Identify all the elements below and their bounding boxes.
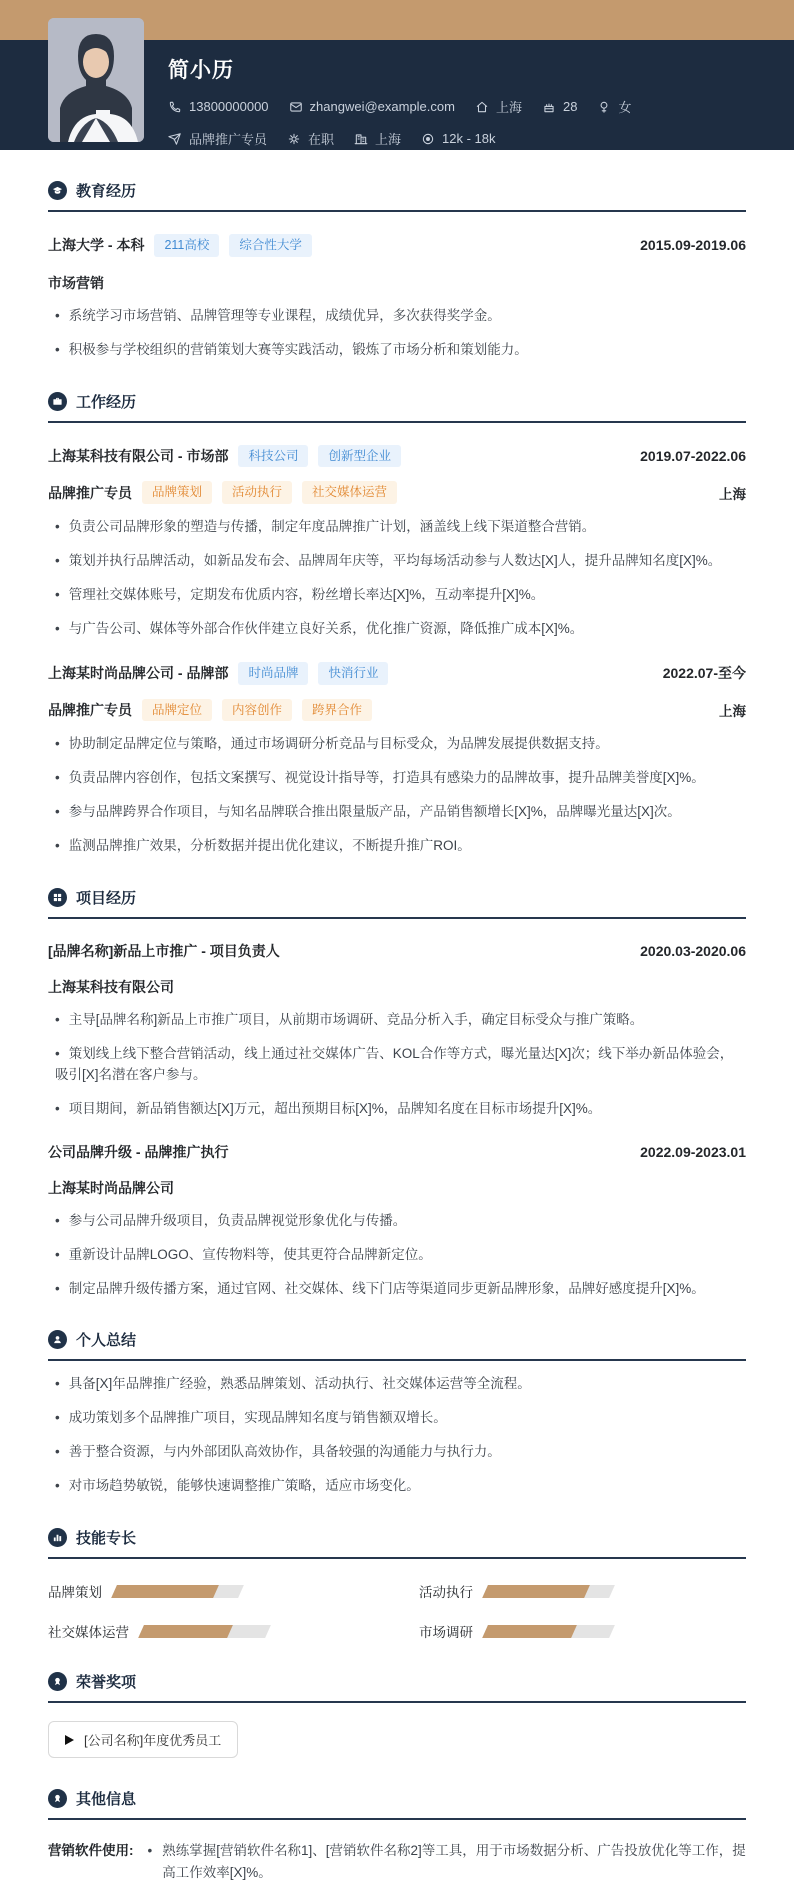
project-company: 上海某时尚品牌公司 [48,1179,174,1196]
resume-header [0,0,794,150]
school-tag: 综合性大学 [229,234,312,257]
project-title: 公司品牌升级 - 品牌推广执行 [48,1143,229,1160]
project-company: 上海某科技有限公司 [48,978,174,995]
graduation-cap-icon [48,181,67,200]
role-tag: 跨界合作 [302,699,372,722]
skills-grid [48,1581,746,1641]
gender-icon [597,100,611,114]
bullet-item: • 负责公司品牌形象的塑造与传播，制定年度品牌推广计划，涵盖线上线下渠道整合营销。 [55,519,596,535]
gender-value: 女 [618,100,632,115]
skill-name: 活动执行 [419,1585,473,1601]
bullet-dot: • [55,1100,60,1116]
skill-bar-fill [482,1585,589,1598]
position-item [168,129,267,148]
section-education [48,180,746,361]
position-icon [168,132,182,146]
bullet-item: • 负责品牌内容创作，包括文案撰写、视觉设计指导等，打造具有感染力的品牌故事，提升品牌美誉度[X]%。 [55,770,705,786]
contact-row-2 [168,129,754,148]
bullet-dot: • [55,620,60,636]
gender-item [597,97,631,116]
bullet-dot: • [55,1011,60,1027]
other-info-row [48,1840,746,1883]
badge-icon [48,1789,67,1808]
education-bullets [48,306,746,361]
projects-section-header [48,887,746,919]
section-work [48,391,746,857]
award-medal-icon [48,1672,67,1691]
bullet-item: • 制定品牌升级传播方案，通过官网、社交媒体、线下门店等渠道同步更新品牌形象，品牌好感度提升[X]%。 [55,1280,705,1296]
education-date: 2015.09-2019.06 [640,237,746,254]
home-item [475,97,522,116]
bullet-item: • 对市场趋势敏锐，能够快速调整推广策略，适应市场变化。 [55,1478,420,1494]
work-bullets [48,734,746,857]
section-title: 项目经历 [76,889,137,907]
profile-photo [48,18,144,142]
honors-section-header [48,1671,746,1703]
bullet-item: • 管理社交媒体账号，定期发布优质内容，粉丝增长率达[X]%，互动率提升[X]%。 [55,586,545,602]
major-name: 市场营销 [48,274,104,291]
section-other [48,1788,746,1883]
project-bullets [48,1010,746,1120]
bullet-dot: • [55,770,60,786]
bullet-item: • 积极参与学校组织的营销策划大赛等实践活动，锻炼了市场分析和策划能力。 [55,341,528,357]
bullet-item: • 参与品牌跨界合作项目，与知名品牌联合推出限量版产品，产品销售额增长[X]%，品牌曝光量达[X]次。 [55,804,681,820]
home-city-value: 上海 [495,100,522,115]
project-entry [48,1142,746,1300]
work-location: 上海 [719,703,746,719]
bullet-dot: • [55,341,60,357]
section-skills [48,1527,746,1641]
bullet-dot: • [55,736,60,752]
bullet-dot: • [55,1212,60,1228]
section-projects [48,887,746,1299]
bullet-item: • 策划并执行品牌活动，如新品发布会、品牌周年庆等，平均每场活动参与人数达[X]人，提升品牌知名度[X]%。 [55,553,722,569]
bullet-item: • 参与公司品牌升级项目，负责品牌视觉形象优化与传播。 [55,1212,407,1228]
company-name: 上海某时尚品牌公司 - 品牌部 [48,665,229,682]
skill-name: 市场调研 [419,1625,473,1641]
project-bullets [48,1211,746,1300]
skill-bar-fill [482,1625,577,1638]
briefcase-icon [48,392,67,411]
work-entry [48,445,746,640]
section-summary [48,1329,746,1497]
bullet-item: • 成功策划多个品牌推广项目，实现品牌知名度与销售额双增长。 [55,1410,447,1426]
project-title: [品牌名称]新品上市推广 - 项目负责人 [48,942,280,959]
bullet-item: • 主导[品牌名称]新品上市推广项目，从前期市场调研、竞品分析入手，确定目标受众与推广策略。 [55,1011,644,1027]
bullet-item: • 重新设计品牌LOGO、宣传物料等，使其更符合品牌新定位。 [55,1246,432,1262]
education-section-header [48,180,746,212]
school-tag: 211高校 [154,234,219,257]
age-value: 28 [562,99,578,114]
skill-bar [111,1585,244,1598]
skill-name: 品牌策划 [48,1585,102,1601]
skill-item [48,1621,375,1641]
honor-text: [公司名称]年度优秀员工 [84,1733,222,1749]
email-value: zhangwei@example.com [309,99,455,114]
bullet-dot: • [55,1376,60,1392]
position-value: 品牌推广专员 [189,132,268,147]
skill-bar-fill [138,1625,233,1638]
salary-value: 12k - 18k [442,131,496,146]
role-name: 品牌推广专员 [48,701,132,718]
bullet-item: • 善于整合资源，与内外部团队高效协作，具备较强的沟通能力与执行力。 [55,1444,501,1460]
work-city-item [354,129,401,148]
mail-icon [289,100,303,114]
role-tag: 品牌定位 [142,699,212,722]
bullet-dot: • [55,519,60,535]
company-tag: 时尚品牌 [238,662,308,685]
skill-bar [482,1585,615,1598]
resume-body [0,180,794,1883]
home-icon [475,100,489,114]
honor-item[interactable] [48,1721,238,1758]
section-title: 工作经历 [76,393,137,411]
contact-row-1 [168,97,754,116]
work-date: 2019.07-2022.06 [640,447,746,464]
section-title: 个人总结 [76,1332,137,1350]
school-name: 上海大学 - 本科 [48,237,145,254]
phone-icon [168,100,182,114]
bullet-dot: • [55,586,60,602]
section-title: 技能专长 [76,1530,137,1548]
section-title: 荣誉奖项 [76,1674,137,1692]
bullet-item: • 与广告公司、媒体等外部合作伙伴建立良好关系，优化推广资源，降低推广成本[X]%。 [55,620,584,636]
project-grid-icon [48,888,67,907]
other-info-label: 营销软件使用: [48,1843,134,1859]
play-triangle-icon [65,1735,74,1745]
bullet-item: • 策划线上线下整合营销活动，线上通过社交媒体广告、KOL合作等方式，曝光量达[X]次；线下举办新品体验会，吸引[X]名潜在客户参与。 [55,1045,734,1082]
other-section-header [48,1788,746,1820]
skill-bar [138,1625,271,1638]
skill-item [419,1581,746,1601]
skill-item [419,1621,746,1641]
skills-section-header [48,1527,746,1559]
profile-photo-placeholder [48,18,144,142]
section-title: 其他信息 [76,1791,137,1809]
work-location: 上海 [719,486,746,502]
bullet-dot: • [55,1045,60,1061]
company-tag: 创新型企业 [318,445,401,468]
salary-target-icon [421,132,435,146]
person-name: 简小历 [168,59,234,82]
salary-item [421,131,495,146]
work-section-header [48,391,746,423]
skill-item [48,1581,375,1601]
summary-section-header [48,1329,746,1361]
role-tag: 品牌策划 [142,481,212,504]
job-status-value: 在职 [308,132,335,147]
bullet-dot: • [55,804,60,820]
company-tag: 快消行业 [318,662,388,685]
bullet-dot: • [55,1444,60,1460]
bullet-dot: • [55,553,60,569]
role-tag: 社交媒体运营 [302,481,397,504]
bullet-dot: • [55,1410,60,1426]
bullet-dot: • [55,1246,60,1262]
summary-bullets [48,1374,746,1497]
bullet-dot: • [55,838,60,854]
bullet-item: • 具备[X]年品牌推广经验，熟悉品牌策划、活动执行、社交媒体运营等全流程。 [55,1376,531,1392]
other-info-text: 熟练掌握[营销软件名称1]、[营销软件名称2]等工具，用于市场数据分析、广告投放优化等工作，提高工作效率[X]%。 [162,1843,746,1880]
bullet-item: • 监测品牌推广效果，分析数据并提出优化建议，不断提升推广ROI。 [55,838,471,854]
project-date: 2020.03-2020.06 [640,942,746,959]
role-name: 品牌推广专员 [48,484,132,501]
phone-value: 13800000000 [189,99,269,114]
building-icon [354,132,368,146]
skill-bar [482,1625,615,1638]
company-name: 上海某科技有限公司 - 市场部 [48,447,229,464]
work-date: 2022.07-至今 [662,665,746,682]
age-item [542,99,577,114]
email-item [289,99,455,114]
skill-name: 社交媒体运营 [48,1625,129,1641]
project-date: 2022.09-2023.01 [640,1143,746,1160]
bullet-dot: • [55,1280,60,1296]
status-gear-icon [287,132,301,146]
phone-item [168,99,269,114]
bullet-item: • 协助制定品牌定位与策略，通过市场调研分析竞品与目标受众，为品牌发展提供数据支持。 [55,736,609,752]
role-tag: 活动执行 [222,481,292,504]
work-entry [48,662,746,857]
section-title: 教育经历 [76,183,137,200]
age-icon [542,100,556,114]
bullet-dot: • [147,1843,153,1859]
person-icon [48,1330,67,1349]
section-honors [48,1671,746,1758]
job-status-item [287,129,334,148]
work-city-value: 上海 [375,132,402,147]
skill-bar-fill [111,1585,218,1598]
role-tag: 内容创作 [222,699,292,722]
education-entry-header [48,234,746,257]
company-tag: 科技公司 [238,445,308,468]
bullet-item: • 项目期间，新品销售额达[X]万元，超出预期目标[X]%，品牌知名度在目标市场提升[X]%。 [55,1100,602,1116]
bar-chart-icon [48,1528,67,1547]
project-entry [48,941,746,1120]
bullet-dot: • [55,307,60,323]
work-bullets [48,517,746,640]
bullet-item: • 系统学习市场营销、品牌管理等专业课程，成绩优异，多次获得奖学金。 [55,307,501,323]
bullet-dot: • [55,1478,60,1494]
